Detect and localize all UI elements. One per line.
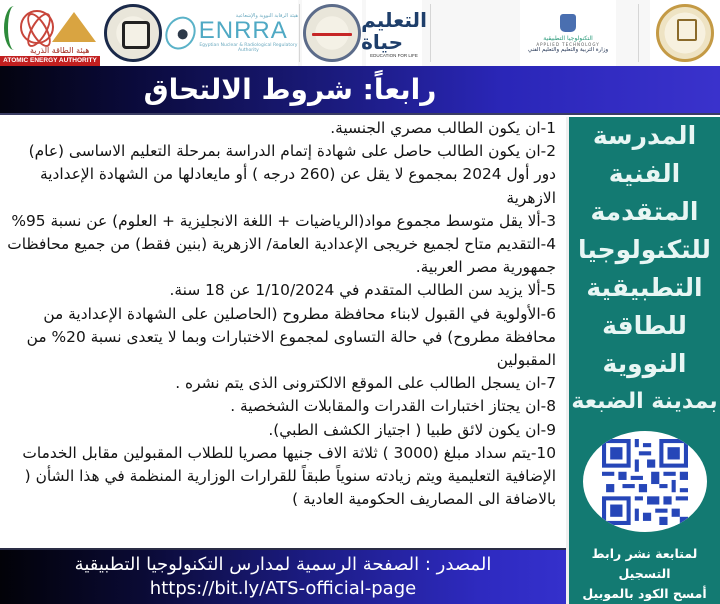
logo-strip bbox=[0, 0, 720, 66]
school-name-line: بمدينة الضبعة bbox=[571, 389, 718, 414]
ministry-of-education-seal-logo bbox=[650, 0, 720, 66]
school-name bbox=[571, 117, 717, 421]
requirements-panel bbox=[0, 117, 566, 548]
requirements-list bbox=[6, 117, 556, 511]
requirement-item-8: 8-ان يجتاز اختبارات القدرات والمقابلات الشخصية . bbox=[230, 397, 556, 416]
divider bbox=[430, 4, 431, 62]
school-name-line: الفنية bbox=[608, 159, 681, 188]
section-title: رابعاً: شروط الالتحاق bbox=[143, 73, 437, 106]
applied-technology-logo bbox=[520, 0, 616, 66]
requirement-item-4: 4-التقديم متاح لجميع خريجى الإعدادية العامة/ الازهرية (بنين فقط) من جميع محافظات جمهورية مصر العربية. bbox=[7, 235, 556, 277]
requirement-item-1: 1-ان يكون الطالب مصري الجنسية. bbox=[330, 119, 556, 137]
hand-icon bbox=[560, 14, 576, 32]
requirement-item-10: 10-يتم سداد مبلغ (3000 ) ثلاثة الاف جنيها مصريا للطلاب المقبولين مقابل الخدمات الإضافية التعليمية ويتم زيادته سنوياً طبقاً للقرارات الوزارية المنظمة في هذا الشأن ( بالاضافة الى المصاريف الحكومية العادية ) bbox=[22, 443, 556, 509]
requirement-item-3: 3-ألا يقل متوسط مجموع مواد(الرياضيات + اللغة الانجليزية + العلوم) عن نسبة 95% bbox=[11, 211, 556, 230]
school-name-line: المتقدمة bbox=[590, 197, 699, 226]
divider bbox=[638, 4, 639, 62]
requirement-item-2: 2-ان يكون الطالب حاصل على شهادة إتمام الدراسة بمرحلة التعليم الاساسى (عام) دور أول 2024 بمجموع لا يقل عن (260 درجه ) أو مايعادلها من الشهادة الإعدادية الازهرية bbox=[28, 142, 556, 207]
eagle-seal-icon bbox=[656, 4, 714, 62]
school-name-line: النووية bbox=[602, 349, 687, 378]
qr-code[interactable] bbox=[583, 431, 707, 532]
nma-seal-icon bbox=[104, 4, 162, 62]
source-text: المصدر : الصفحة الرسمية لمدارس التكنولوجيا التطبيقية bbox=[74, 554, 492, 575]
qr-caption bbox=[569, 544, 720, 604]
school-name-line: التطبيقية bbox=[586, 273, 703, 302]
university-seal-logo bbox=[302, 0, 362, 66]
enrra-english-name: Egyptian Nuclear & Radiological Regulatory Authority bbox=[199, 43, 298, 53]
school-name-line: للطاقة bbox=[602, 311, 687, 340]
nuclear-materials-authority-logo bbox=[100, 0, 166, 66]
enrra-wordmark: ENRRA bbox=[198, 17, 288, 44]
enrra-arabic-name: هيئة الرقابة النووية والإشعاعية bbox=[235, 13, 298, 19]
qr-code-icon bbox=[602, 439, 688, 525]
qr-caption-line: أمسح الكود بالموبيل bbox=[582, 586, 707, 601]
section-header-bar bbox=[0, 66, 720, 115]
atomic-energy-authority-logo bbox=[0, 0, 100, 66]
source-link[interactable]: https://bit.ly/ATS-official-page bbox=[149, 578, 417, 599]
school-name-line: للتكنولوجيا bbox=[578, 235, 711, 264]
source-footer bbox=[0, 548, 566, 604]
requirement-item-7: 7-ان يسجل الطالب على الموقع الالكترونى الذى يتم نشره . bbox=[175, 374, 556, 393]
atom-icon bbox=[20, 10, 54, 44]
divider bbox=[299, 4, 300, 62]
aea-english-name: ATOMIC ENERGY AUTHORITY bbox=[0, 56, 100, 66]
requirement-item-6: 6-الأولوية في القبول لابناء محافظة مطروح (الحاصلين على الشهادة الإعدادية من محافظة مطروح) في حالة التساوى لمجموع الاختبارات وبما لا يتعدى نسبة 20% من المقبولين bbox=[26, 304, 556, 370]
edu-english-tagline: EDUCATION FOR LIFE bbox=[370, 52, 418, 58]
pyramid-icon bbox=[52, 12, 96, 42]
school-name-line: المدرسة bbox=[592, 121, 697, 150]
requirement-item-5: 5-ألا يزيد سن الطالب المتقدم في 1/10/2024 عن 18 سنة. bbox=[169, 281, 556, 300]
aea-arabic-name: هيئة الطاقة الذرية bbox=[30, 46, 90, 55]
enrra-eye-atom-icon bbox=[159, 11, 201, 55]
qr-caption-line: لمتابعة نشر رابط التسجيل bbox=[591, 546, 698, 581]
enrra-logo bbox=[166, 0, 298, 66]
school-name-panel bbox=[566, 117, 720, 604]
requirement-item-9: 9-ان يكون لائق طبيا ( اجتياز الكشف الطبي). bbox=[268, 420, 556, 439]
education-for-life-logo bbox=[361, 0, 427, 66]
ministry-name: وزارة التربية والتعليم والتعليم الفني bbox=[527, 46, 609, 53]
globe-seal-icon bbox=[303, 4, 361, 62]
tech-english-name: APPLIED TECHNOLOGY bbox=[536, 41, 600, 47]
edu-arabic-calligraphy: التعليم حياة bbox=[361, 7, 427, 54]
tech-arabic-name: التكنولوجيا التطبيقية bbox=[543, 34, 593, 42]
